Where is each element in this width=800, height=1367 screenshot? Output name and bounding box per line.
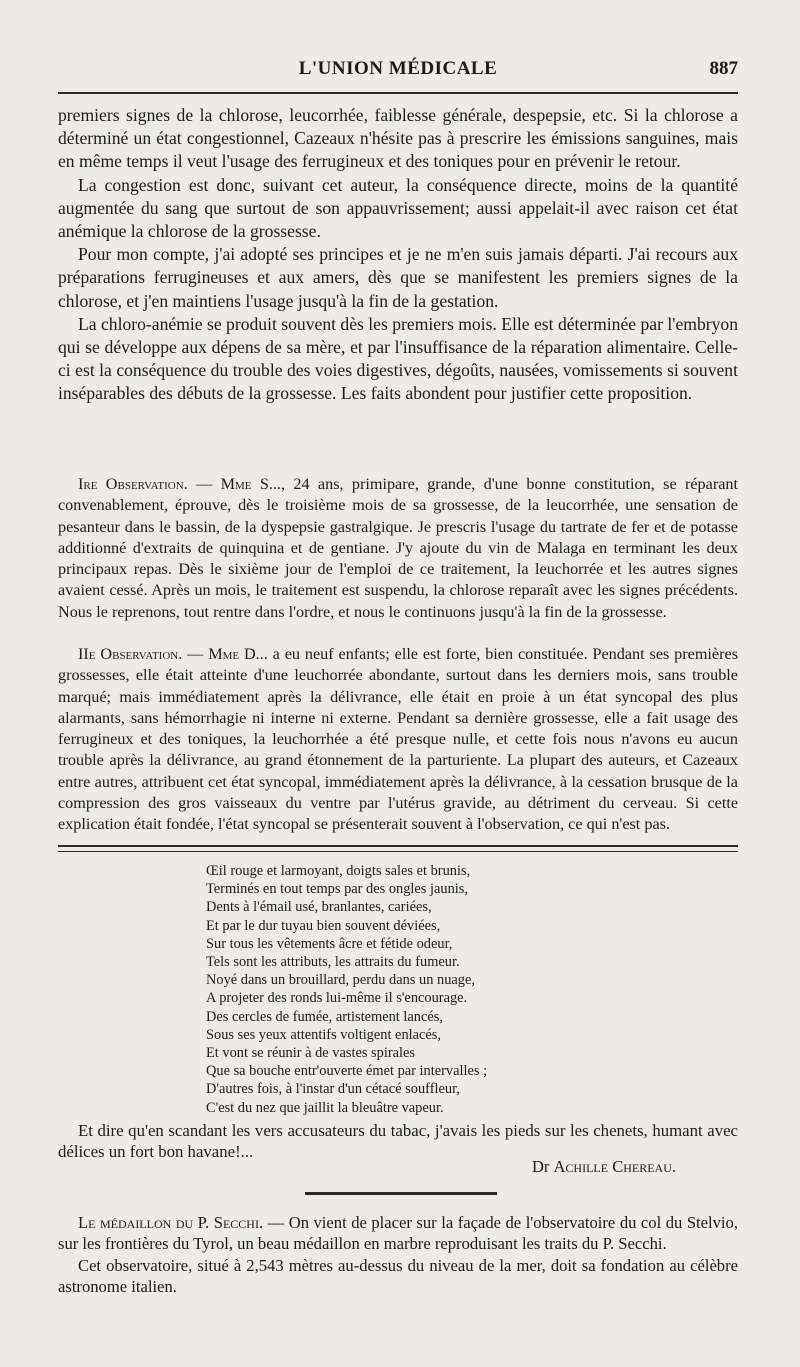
- closing-paragraph: Et dire qu'en scandant les vers accusateurs du tabac, j'avais les pieds sur les chenets, humant avec délices un fort bon havane!...: [58, 1121, 738, 1161]
- poem-verse: Dents à l'émail usé, branlantes, cariées,: [206, 899, 432, 916]
- poem-verse: Et vont se réunir à de vastes spirales: [206, 1045, 416, 1062]
- paragraph-1: premiers signes de la chlorose, leucorrhée, faiblesse générale, despepsie, etc. Si la chlorose a déterminé un état congestionnel, Cazeaux n'hésite pas à prescrire les émissions sanguines, mais en même temps il veut l'usage des ferrugineux et des toniques pour en prévenir le retour.: [58, 105, 738, 172]
- observation-1-text: 24 ans, primipare, grande, d'une bonne constitution, se réparant convenablement, éprouve, dès le troisième mois de sa grossesse, de la leucorrhée, une sensation de pesanteur dans le bassin, de la dyspepsie gastralgique. Je prescris l'usage du tartrate de fer et de potasse additionné d'extraits de quinquina et de gentiane. J'y ajoute du vin de Malaga en terminant les deux principaux repas. Dès le sixième jour de l'emploi de ce traitement, la leuchorrée et les autres signes avaient cessé. Après un mois, le traitement est suspendu, la chlorose reparaît avec les signes précédents. Nous le reprenons, tout rentre dans l'ordre, et nous le continuons jusqu'à la fin de la grossesse.: [58, 475, 738, 621]
- news-item: [58, 1212, 738, 1298]
- poem-verse: Œil rouge et larmoyant, doigts sales et brunis,: [206, 863, 471, 879]
- poem-verse: Sur tous les vêtements âcre et fétide odeur,: [206, 935, 453, 952]
- poem-verse: Et par le dur tuyau bien souvent déviées,: [206, 917, 441, 934]
- poem-verse: C'est du nez que jaillit la bleuâtre vapeur.: [206, 1099, 444, 1116]
- observation-2-heading: IIe Observation. — Mme D...: [78, 645, 268, 663]
- poem-verse: Que sa bouche entr'ouverte émet par intervalles ;: [206, 1063, 488, 1080]
- poem-verse: D'autres fois, à l'instar d'un cétacé souffleur,: [206, 1081, 460, 1098]
- observation-1-heading: Ire Observation. — Mme S...,: [78, 475, 286, 493]
- feuilleton-rule: [58, 845, 738, 852]
- poem-verse: Terminés en tout temps par des ongles jaunis,: [206, 881, 468, 898]
- closing-text: [58, 1120, 738, 1162]
- poem-verse: A projeter des ronds lui-même il s'encourage.: [206, 990, 468, 1007]
- poem-verse: Sous ses yeux attentifs voltigent enlacés,: [206, 1026, 442, 1043]
- section-rule: [305, 1192, 497, 1195]
- main-text: [58, 104, 738, 406]
- poem-verse: Tels sont les attributs, les attraits du fumeur.: [206, 954, 460, 971]
- signature: [532, 1157, 676, 1177]
- signature-name: Achille Chereau.: [553, 1157, 676, 1176]
- poem: [206, 862, 726, 1117]
- paragraph-3: Pour mon compte, j'ai adopté ses principes et je ne m'en suis jamais départi. J'ai recours aux préparations ferrugineuses et aux amers, dès que se manifestent les premiers signes de la chlorose, et j'en maintiens l'usage jusqu'à la fin de la gestation.: [58, 244, 738, 311]
- news-text-2: Cet observatoire, situé à 2,543 mètres au-dessus du niveau de la mer, doit sa fondation au célèbre astronome italien.: [58, 1255, 738, 1297]
- page-header: [58, 58, 738, 86]
- observation-2: [58, 644, 738, 836]
- header-rule: [58, 92, 738, 94]
- poem-verse: Des cercles de fumée, artistement lancés,: [206, 1008, 443, 1025]
- observation-1: [58, 474, 738, 623]
- poem-verse: Noyé dans un brouillard, perdu dans un nuage,: [206, 972, 475, 989]
- paragraph-4: La chloro-anémie se produit souvent dès les premiers mois. Elle est déterminée par l'embryon qui se développe aux dépens de sa mère, et par l'insuffisance de la réparation alimentaire. Celle-ci est la conséquence du trouble des voies digestives, dégoûts, nausées, vomissements si souvent inséparables des débuts de la grossesse. Les faits abondent pour justifier cette proposition.: [58, 313, 738, 404]
- signature-title: Dr: [531, 1157, 550, 1176]
- observation-2-text: a eu neuf enfants; elle est forte, bien constituée. Pendant ses premières grossesses, elle était atteinte d'une leuchorrée abondante, surtout dans les derniers mois, sans trouble marqué; mais immédiatement après la délivrance, elle était en proie à un état syncopal des plus alarmants, sans hémorrhagie ni interne ni externe. Pendant sa dernière grossesse, elle a fait usage des ferrugineux et des toniques, la leuchorrhée a été presque nulle, et cette fois nous n'avons eu aucun trouble après la délivrance, au grand étonnement de la parturiente. La plupart des auteurs, et Cazeaux entre autres, attribuent cet état syncopal, immédiatement après la délivrance, à la cessation brusque de la compression des gros vaisseaux du ventre par l'utérus gravide, au détriment du cerveau. Si cette explication était fondée, l'état syncopal se présenterait souvent à l'observation, ce qui n'est pas.: [58, 645, 738, 834]
- page-number: 887: [709, 58, 738, 79]
- news-heading: Le médaillon du P. Secchi. —: [78, 1213, 285, 1232]
- running-title: L'UNION MÉDICALE: [298, 58, 498, 79]
- news-text: On vient de placer sur la façade de l'observatoire du col du Stelvio, sur les frontières du Tyrol, un beau médaillon en marbre reproduisant les traits du P. Secchi.: [58, 1213, 738, 1254]
- paragraph-2: La congestion est donc, suivant cet auteur, la conséquence directe, moins de la quantité augmentée du sang que surtout de son appauvrissement; aussi appelait-il avec raison cet état anémique la chlorose de la grossesse.: [58, 174, 738, 242]
